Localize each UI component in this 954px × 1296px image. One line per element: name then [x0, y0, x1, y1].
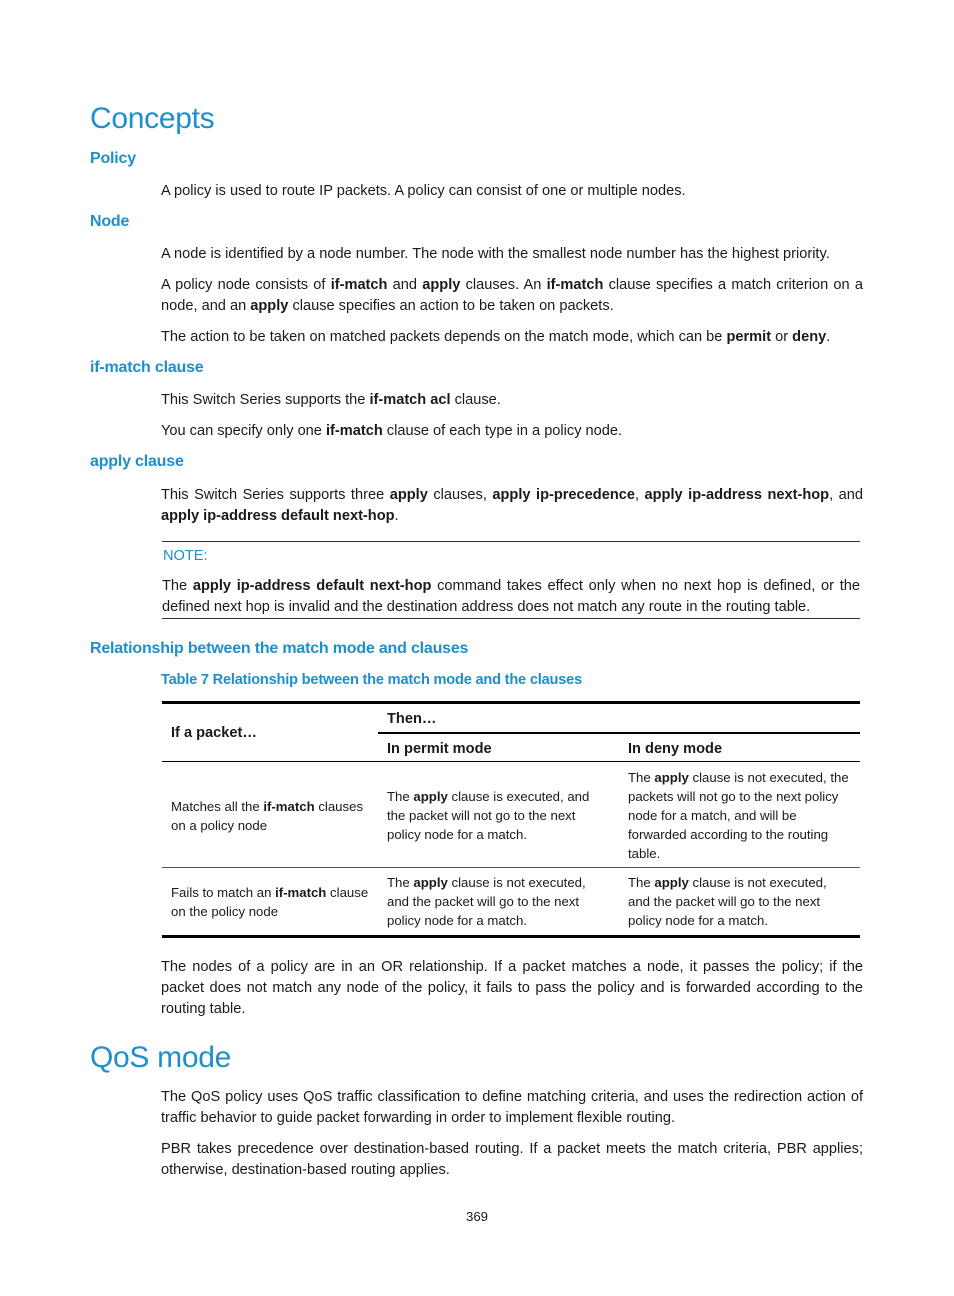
- table-top-rule: [162, 701, 860, 704]
- note-label: NOTE:: [163, 548, 208, 564]
- row1-permit: The apply clause is executed, and the packet will not go to the next policy node for a match.: [387, 789, 590, 842]
- note-bottom-rule: [162, 618, 860, 619]
- heading-node: Node: [90, 213, 130, 230]
- heading-apply-clause: apply clause: [90, 453, 184, 470]
- row2-deny: The apply clause is not executed, and the packet will go to the next policy node for a match.: [628, 875, 827, 928]
- table-then-rule: [378, 732, 860, 734]
- policy-text: A policy is used to route IP packets. A policy can consist of one or multiple nodes.: [161, 183, 686, 199]
- node-paragraph-1: A node is identified by a node number. The node with the smallest node number has the highest priority.: [161, 246, 830, 262]
- apply-paragraph-1: This Switch Series supports three apply clauses, apply ip-precedence, apply ip-address next-hop, and apply ip-address default next-hop.: [161, 487, 863, 524]
- if-match-paragraph-2: You can specify only one if-match clause of each type in a policy node.: [161, 423, 623, 439]
- heading-policy: Policy: [90, 150, 136, 167]
- col-header-deny: In deny mode: [628, 741, 723, 757]
- note-top-rule: [162, 541, 860, 542]
- col-header-permit: In permit mode: [387, 741, 492, 757]
- table-header-rule: [162, 761, 860, 762]
- row1-packet: Matches all the if-match clauses on a policy node: [171, 799, 364, 833]
- row1-deny: The apply clause is not executed, the packets will not go to the next policy node for a match, and will be forwarded according to the routing table.: [628, 770, 849, 861]
- node-paragraph-3: The action to be taken on matched packets depends on the match mode, which can be permit or deny.: [161, 329, 831, 345]
- col-header-then: Then…: [387, 711, 437, 727]
- row2-permit: The apply clause is not executed, and the packet will go to the next policy node for a match.: [387, 875, 586, 928]
- heading-relationship: Relationship between the match mode and clauses: [90, 640, 469, 657]
- table-row-rule: [162, 867, 860, 868]
- table-bottom-rule: [162, 935, 860, 938]
- relationship-table: [162, 701, 860, 939]
- qos-paragraph-2: PBR takes precedence over destination-based routing. If a packet meets the match criteria, PBR applies; otherwise, destination-based routing applies.: [161, 1141, 863, 1178]
- relationship-after-text: The nodes of a policy are in an OR relationship. If a packet matches a node, it passes the policy; if the packet does not match any node of the policy, it fails to pass the policy and is forwarded according to the routing table.: [161, 959, 863, 1017]
- row2-packet: Fails to match an if-match clause on the policy node: [171, 885, 369, 919]
- table-caption: Table 7 Relationship between the match mode and the clauses: [161, 672, 582, 688]
- node-paragraph-2: A policy node consists of if-match and apply clauses. An if-match clause specifies a match criterion on a node, and an apply clause specifies an action to be taken on packets.: [161, 277, 863, 314]
- qos-paragraph-1: The QoS policy uses QoS traffic classification to define matching criteria, and uses the redirection action of traffic behavior to guide packet forwarding in order to implement flexible routing.: [161, 1089, 863, 1126]
- section-title-qos-mode: QoS mode: [90, 1041, 232, 1074]
- heading-if-match-clause: if-match clause: [90, 359, 204, 376]
- note-text: The apply ip-address default next-hop command takes effect only when no next hop is defined, or the defined next hop is invalid and the destination address does not match any route in the routing table.: [162, 578, 861, 615]
- page-number: 369: [465, 1209, 488, 1224]
- col-header-packet: If a packet…: [171, 725, 257, 741]
- section-title-concepts: Concepts: [90, 102, 215, 135]
- if-match-paragraph-1: This Switch Series supports the if-match acl clause.: [161, 392, 501, 408]
